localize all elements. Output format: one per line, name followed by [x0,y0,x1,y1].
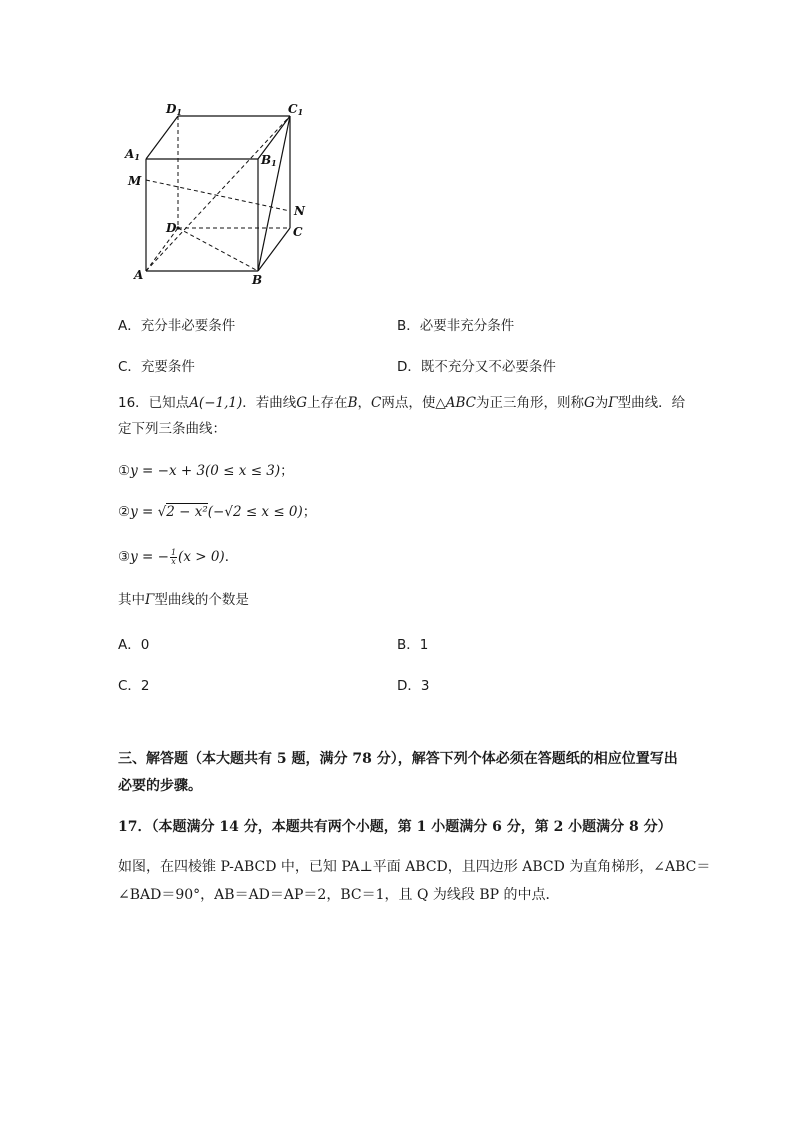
curve-1-end: ； [280,463,294,479]
q15-option-d: D．既不充分又不必要条件 [397,359,556,375]
section3-heading-line2: 必要的步骤。 [118,778,202,794]
label-c: C [293,225,303,239]
q16-point-c: C [370,395,382,411]
q17-stem-line1: 如图，在四棱锥 P-ABCD 中，已知 PA⊥平面 ABCD，且四边形 ABCD 为直角梯形，∠ABC＝ [118,859,711,875]
q16-question [118,591,249,609]
cube-diagram [118,96,318,292]
q16-point-b: B [347,395,358,411]
q15-option-a: A．充分非必要条件 [118,318,236,334]
label-n: N [294,204,305,218]
q16-option-d: D．3 [397,678,430,694]
fraction-denominator: x [171,556,176,566]
q16-curve-g2: G [583,395,595,411]
edge-a1-d1 [146,116,178,159]
cube-figure [118,96,318,292]
q16-curve-1 [118,462,294,480]
curve-1-number: ① [118,463,131,479]
q16-curve-3 [118,548,238,566]
q16-ask-prefix: 其中 [118,592,145,608]
label-b: B [252,273,263,287]
q17-title: 17．（本题满分 14 分，本题共有两个小题，第 1 小题满分 6 分，第 2 小题满分 8 分） [118,819,672,835]
q16-ask-gamma: Γ [145,592,155,608]
q16-text2: 上存在 [307,395,348,411]
point-d-dot [176,226,179,229]
q16-stem-line1 [118,394,685,412]
q16-option-b: B．1 [397,637,429,653]
q15-option-b: B．必要非充分条件 [397,318,515,334]
curve-2-radicand: 2 − x² [166,504,208,520]
label-b1: B1 [261,153,277,168]
q16-text5: 为 [594,395,609,411]
segment-d-b-dashed [178,228,258,271]
label-a: A [134,268,144,282]
q16-curve-2 [118,503,316,521]
curve-1-expression: y = −x + 3(0 ≤ x ≤ 3) [130,463,281,479]
label-m: M [128,174,142,188]
q16-comma: ， [357,395,371,411]
sqrt-sign: √ [157,504,167,520]
curve-3-lhs: y = − [130,549,169,565]
segment-a-c1-dashed [146,116,290,271]
curve-2-number: ② [118,504,131,520]
q16-text1: ．若曲线 [242,395,297,411]
q16-curve-g: G [296,395,308,411]
q16-text3: 两点，使 [381,395,436,411]
q16-point-a: A(−1,1) [189,395,243,411]
q16-triangle: △ABC [435,395,476,411]
label-d: D [166,221,177,235]
section3-heading-line1: 三、解答题（本大题共有 5 题，满分 78 分），解答下列个体必须在答题纸的相应位置写出 [118,751,678,767]
curve-2-domain: (−√2 ≤ x ≤ 0) [207,504,303,520]
q16-option-c: C．2 [118,678,150,694]
curve-3-fraction [170,549,177,566]
q16-option-a: A．0 [118,637,150,653]
segment-m-n-dashed [146,180,290,211]
curve-3-domain: (x > 0) [178,549,225,565]
q17-stem-line2: ∠BAD＝90°，AB＝AD＝AP＝2，BC＝1，且 Q 为线段 BP 的中点． [118,887,560,903]
q15-option-c: C．充要条件 [118,359,195,375]
curve-2-end: ； [302,504,317,520]
q16-text4: 为正三角形，则称 [475,395,584,411]
q16-text6: 型曲线．给 [617,395,686,411]
q16-ask-suffix: 型曲线的个数是 [154,592,249,608]
fraction-numerator: 1 [170,547,177,557]
curve-2-lhs: y = [130,504,158,520]
curve-3-number: ③ [118,549,131,565]
q16-stem-line2: 定下列三条曲线： [118,421,226,437]
label-a1: A1 [125,147,140,162]
curve-3-end: ． [224,549,239,565]
q16-prefix: 16．已知点 [118,395,190,411]
label-c1: C1 [288,102,304,117]
q16-gamma: Γ [608,395,618,411]
segment-b-c1 [258,116,290,271]
label-d1: D1 [166,102,182,117]
